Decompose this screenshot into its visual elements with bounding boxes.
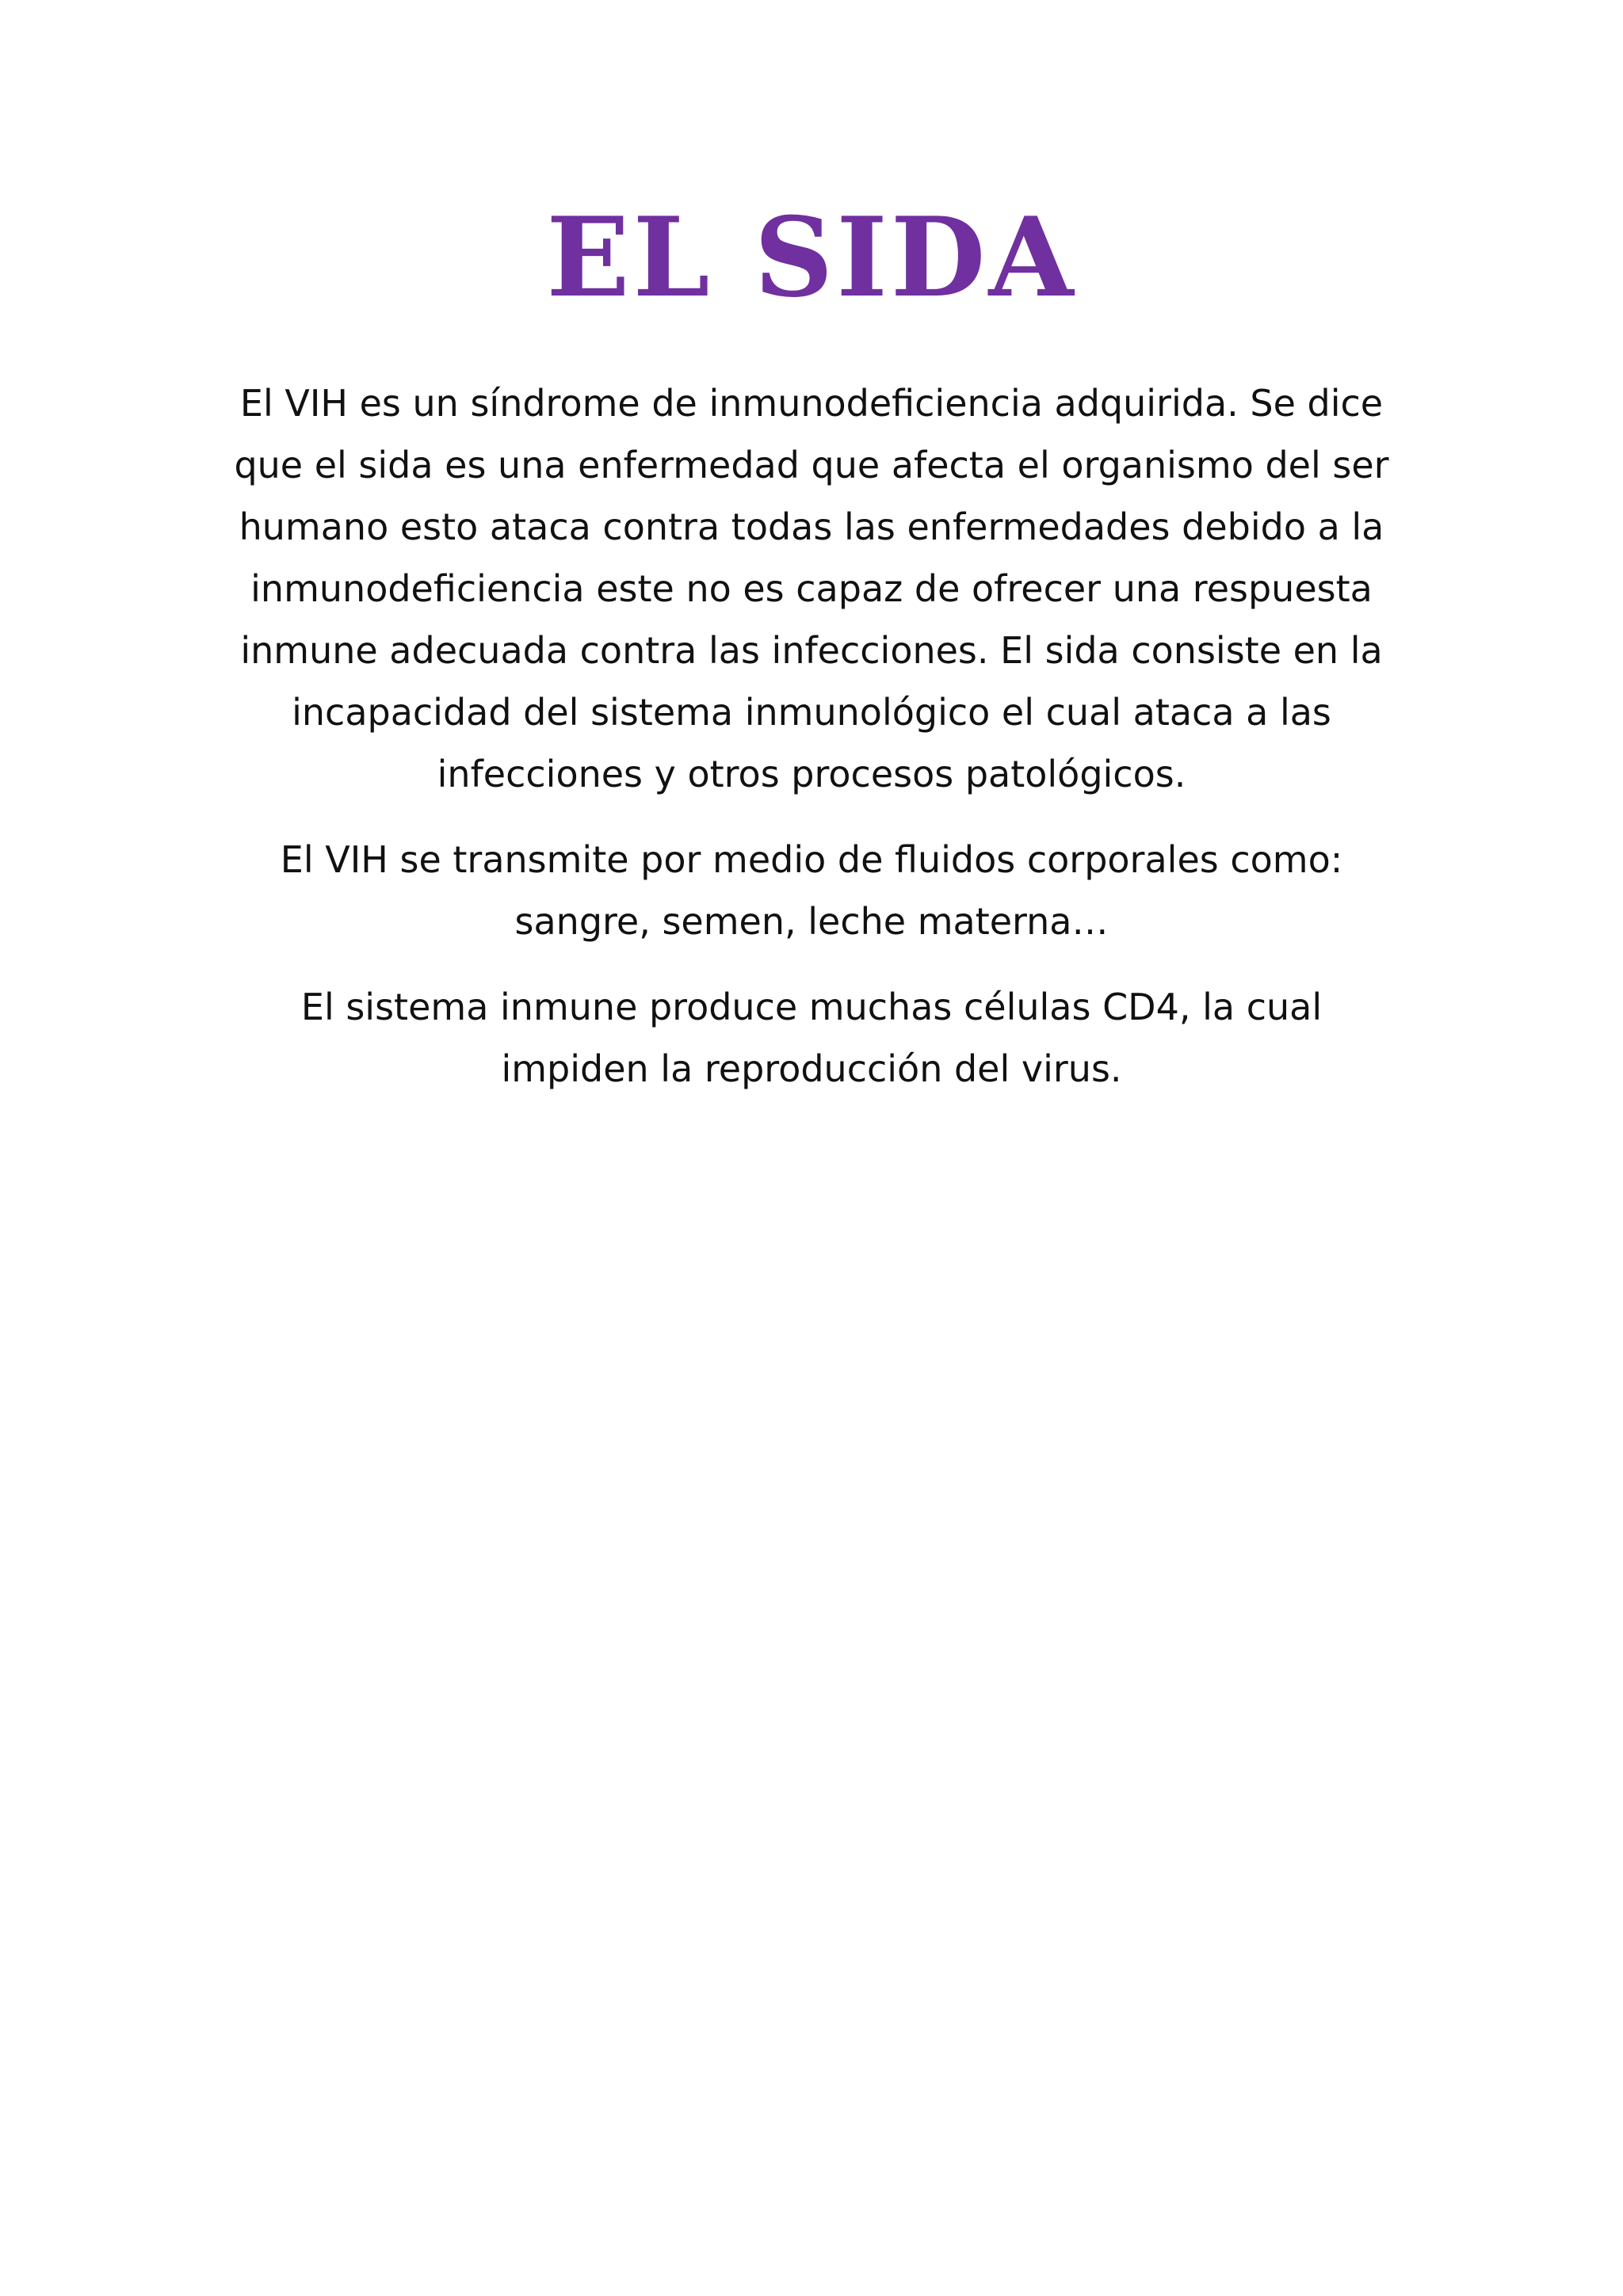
paragraph-transmission: El VIH se transmite por medio de fluidos corporales como: sangre, semen, leche materna… xyxy=(280,838,1343,943)
paragraph-immune-system: El sistema inmune produce muchas células CD4, la cual impiden la reproducción del virus. xyxy=(300,986,1323,1090)
document-title: EL SIDA xyxy=(546,193,1077,322)
document-body xyxy=(222,372,1401,1123)
paragraph-definition: El VIH es un síndrome de inmunodeficiencia adquirida. Se dice que el sida es una enfermedad que afecta el organismo del ser humano esto ataca contra todas las enfermedades debido a la inmunodeficiencia este no es capaz de ofrecer una respuesta inmune adecuada contra las infecciones. El sida consiste en la incapacidad del sistema inmunológico el cual ataca a las infecciones y otros procesos patológicos. xyxy=(234,382,1389,795)
